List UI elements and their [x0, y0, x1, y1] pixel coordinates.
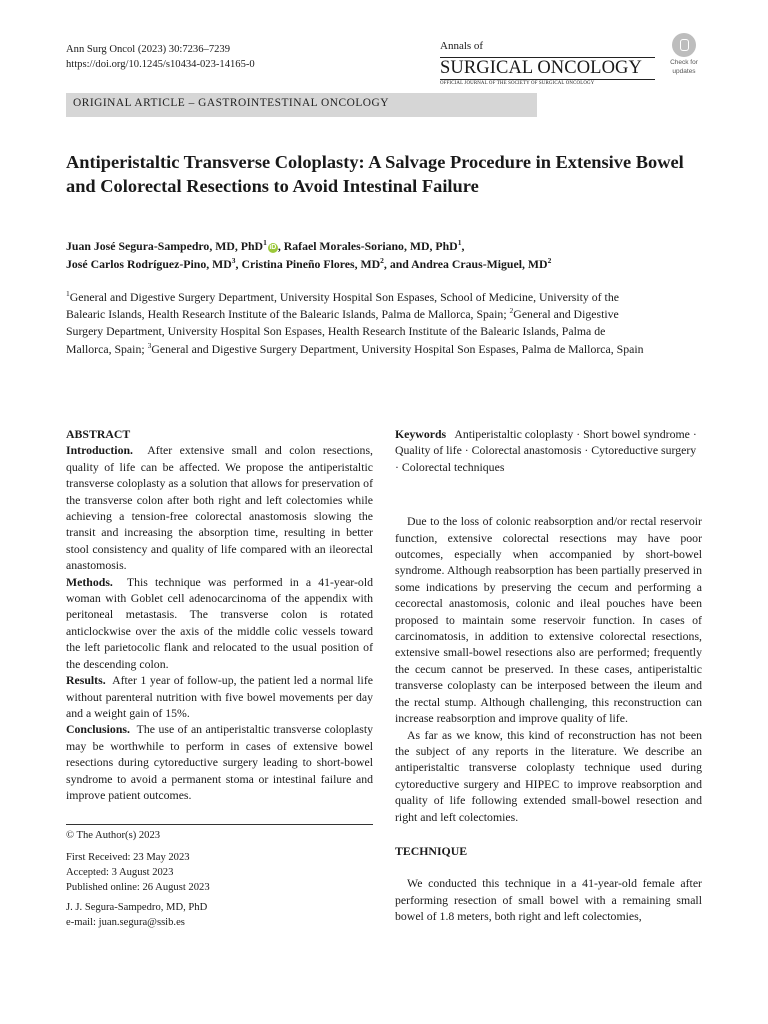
check-for-updates-badge[interactable]: [666, 33, 702, 75]
affiliations: [66, 289, 646, 358]
copyright-notice: © The Author(s) 2023: [66, 830, 161, 841]
author-name[interactable]: Juan José Segura-Sampedro, MD, PhD: [66, 239, 264, 253]
abstract-section-label: Results.: [66, 673, 106, 688]
check-updates-line1: Check for: [670, 59, 698, 66]
abstract-methods: [66, 574, 373, 672]
affiliation-sup: 3: [147, 340, 152, 350]
keywords: [395, 426, 702, 475]
logo-surgical-oncology-text: SURGICAL ONCOLOGY: [440, 58, 655, 80]
article-title: Antiperistaltic Transverse Coloplasty: A Salvage Procedure in Extensive Bowel and Colorectal Resections to Avoid Intestinal Failure: [66, 152, 684, 196]
date-published: Published online: 26 August 2023: [66, 882, 210, 893]
keywords-label: Keywords: [395, 427, 447, 441]
footnote-divider: [66, 824, 373, 825]
author-affiliation-sup: 3: [231, 256, 236, 266]
article-category-bar: [66, 93, 537, 117]
author-separator: , and: [383, 257, 412, 271]
doi-link[interactable]: https://doi.org/10.1245/s10434-023-14165-0: [66, 59, 255, 70]
body-column: [395, 426, 702, 925]
abstract-section-label: Introduction.: [66, 443, 133, 458]
body-paragraph-2: As far as we know, this kind of reconstruction has not been the subject of any reports in the literature. We describe an antiperistaltic transverse coloplasty technique used during cytoreductive surgery and HIPEC to improve reabsorption and quality of life following extended small-bowel resection and right and left colectomies.: [395, 727, 702, 824]
author-name[interactable]: José Carlos Rodríguez-Pino, MD: [66, 257, 232, 271]
affiliation-sup: 2: [509, 306, 514, 316]
author-affiliation-sup: 1: [457, 238, 462, 248]
affiliation-text: General and Digestive Surgery Department, University Hospital Son Espases, School of Medicine, University of the Balearic Islands, Health Research Institute of the Balearic Islands, Palma de Mallorca, Spain;: [66, 290, 619, 322]
abstract-heading: ABSTRACT: [66, 427, 131, 441]
author-affiliation-sup: 2: [547, 256, 552, 266]
journal-logo: [440, 40, 655, 87]
orcid-icon[interactable]: iD: [269, 244, 277, 251]
abstract-section-label: Methods.: [66, 574, 113, 589]
article-category: ORIGINAL ARTICLE – GASTROINTESTINAL ONCOLOGY: [73, 97, 389, 109]
author-separator: ,: [277, 239, 284, 253]
body-paragraph-1: Due to the loss of colonic reabsorption and/or rectal reservoir function, extensive colorectal resections may have poor outcomes, especially when accompanied by short-bowel syndrome. Although reabsorption has been partially preserved in some indications by preserving the cecum and performing a cecorectal anastomosis, colonic and ileal pouches have been proposed to maintain some reservoir function. In cases of carcinomatosis, in addition to extensive colorectal resections, extensive small-bowel resections also are performed; frequently the cecum cannot be preserved. In these cases, antiperistaltic transverse coloplasty can be interposed between the ileum and the rectal stump. Although challenging, this reconstruction can increase reabsorption and improve quality of life.: [395, 514, 702, 726]
abstract-section-text: The use of an antiperistaltic transverse coloplasty may be worthwhile to perform in cases of extensive bowel resections during cytoreductive surgery leading to short-bowel syndrome to avoid a permanent stoma or intestinal failure and improve patient outcomes.: [66, 722, 373, 802]
author-name[interactable]: Andrea Craus-Miguel, MD: [411, 257, 548, 271]
logo-annals-text: Annals of: [440, 40, 484, 52]
article-dates: [66, 850, 210, 895]
check-updates-icon: [672, 33, 696, 57]
abstract-introduction: [66, 442, 373, 573]
abstract-conclusions: [66, 721, 373, 803]
check-updates-line2: updates: [672, 68, 696, 75]
corresponding-email[interactable]: e-mail: juan.segura@ssib.es: [66, 917, 185, 928]
author-name[interactable]: Cristina Pineño Flores, MD: [241, 257, 381, 271]
abstract-section-text: After 1 year of follow-up, the patient led a normal life without parenteral nutrition with five bowel movements per day and a weight gain of 15%.: [66, 673, 373, 720]
affiliation-text: General and Digestive Surgery Department, University Hospital Son Espases, Palma de Mallorca, Spain: [151, 341, 644, 356]
logo-official-text: OFFICIAL JOURNAL OF THE SOCIETY OF SURGICAL ONCOLOGY: [440, 81, 595, 86]
author-name[interactable]: Rafael Morales-Soriano, MD, PhD: [283, 239, 458, 253]
date-accepted: Accepted: 3 August 2023: [66, 867, 174, 878]
journal-citation-block: [66, 42, 255, 72]
author-separator: ,: [461, 239, 465, 253]
corresponding-author: [66, 900, 207, 930]
technique-heading: TECHNIQUE: [395, 843, 468, 858]
author-list: [66, 237, 706, 273]
author-line-2: [66, 255, 706, 273]
author-separator: ,: [235, 257, 242, 271]
affiliation-text: General and Digestive Surgery Department, University Hospital Son Espases, Health Research Institute of the Balearic Islands, Palma de Mallorca, Spain;: [66, 307, 619, 356]
author-line-1: [66, 237, 706, 255]
abstract-results: [66, 672, 373, 721]
keywords-text: Antiperistaltic coloplasty · Short bowel syndrome · Quality of life · Colorectal anastomosis · Cytoreductive surgery · Colorectal techniques: [395, 427, 697, 474]
author-affiliation-sup: 1: [263, 238, 267, 248]
abstract-section-text: This technique was performed in a 41-year-old woman with Goblet cell adenocarcinoma of the appendix with peritoneal metastasis. The transverse colon is rotated anticlockwise over the axis of the middle colic vessels toward the left parietocolic flank and relocated to the usual position of the descending colon.: [66, 574, 373, 671]
abstract-section-text: After extensive small and colon resections, quality of life can be affected. We propose the antiperistaltic transverse coloplasty as a solution that allows for preservation of the transverse colon after both right and left colectomies while achieving a tension-free colorectal anastomosis slowing the transit and increasing the absorption time, resulting in better stool consistency and quality of life compared with an ileorectal anastomosis.: [66, 443, 373, 573]
affiliation-sup: 1: [66, 289, 70, 299]
date-received: First Received: 23 May 2023: [66, 852, 190, 863]
author-affiliation-sup: 2: [380, 256, 384, 266]
body-paragraph-3: We conducted this technique in a 41-year-old female after performing resection of small bowel with a remaining small bowel of 1.8 meters, both right and left colectomies,: [395, 876, 702, 924]
corresponding-name: J. J. Segura-Sampedro, MD, PhD: [66, 902, 208, 913]
journal-citation: Ann Surg Oncol (2023) 30:7236–7239: [66, 44, 231, 55]
abstract-section-label: Conclusions.: [66, 722, 130, 737]
abstract-column: [66, 426, 373, 803]
